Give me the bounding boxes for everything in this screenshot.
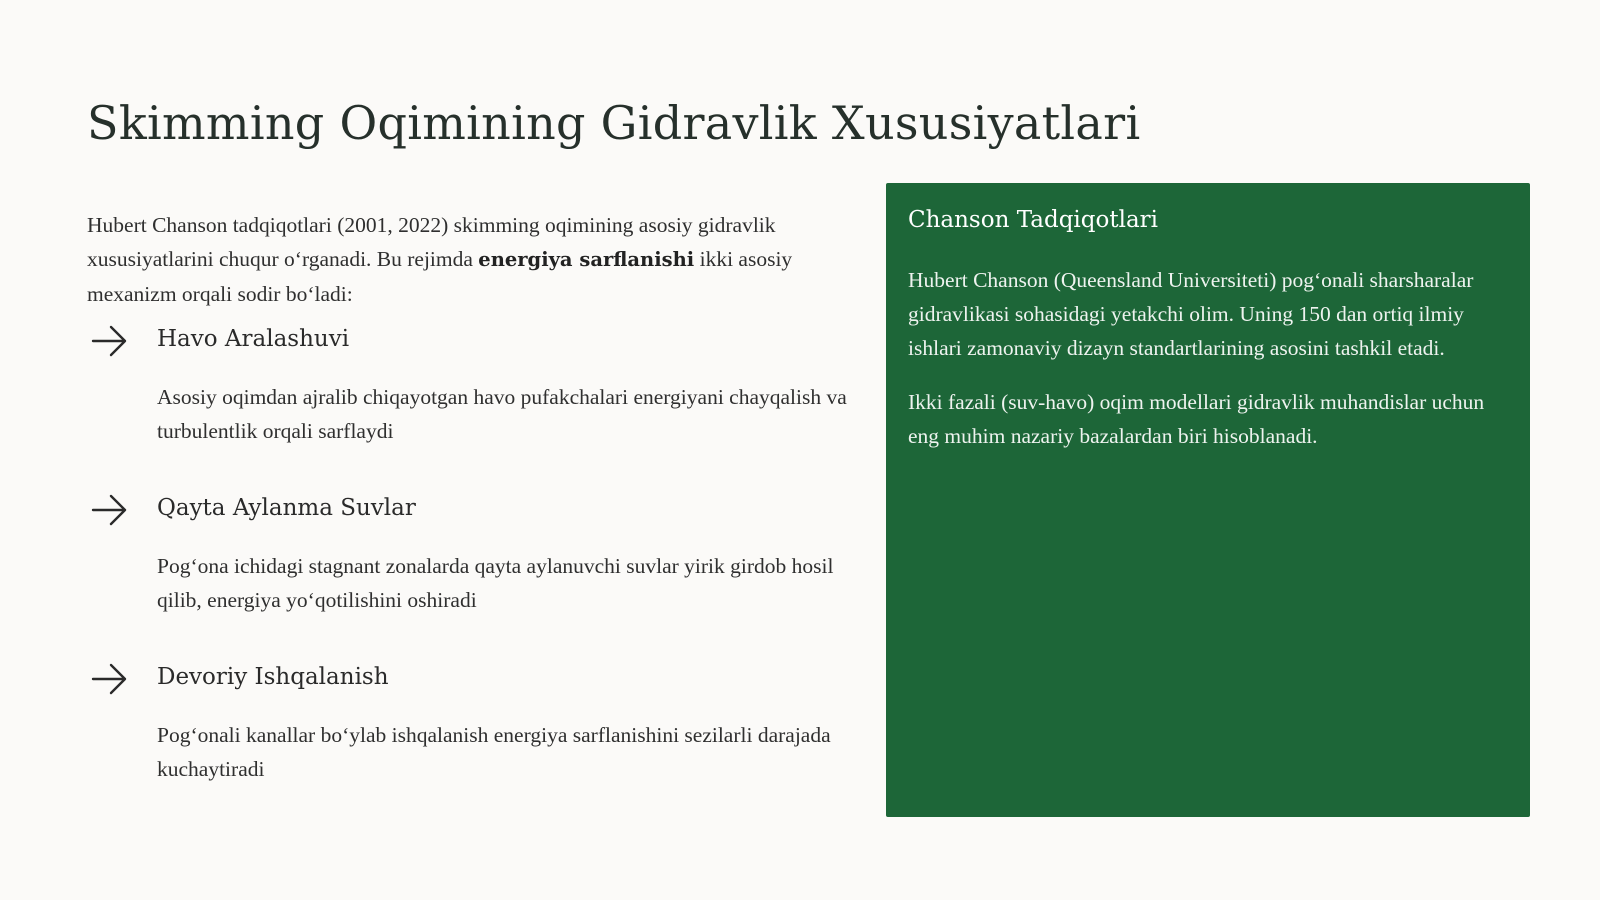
card-paragraph: Ikki fazali (suv-havo) oqim modellari gidravlik muhandislar uchun eng muhim nazariy bazalardan biri hisoblanadi. bbox=[908, 390, 1485, 448]
card-paragraph: Hubert Chanson (Queensland Universiteti) pog‘onali sharsharalar gidravlikasi sohasidagi yetakchi olim. Uning 150 dan ortiq ilmiy ishlari zamonaviy dizayn standartlarining asosini tashkil etadi. bbox=[908, 268, 1474, 360]
intro-text-start: Hubert Chanson tadqiqotlari (2001, 2022) skimming oqimining asosiy gidravlik xususiyatlarini chuqur o‘rganadi. Bu rejimda bbox=[87, 213, 776, 271]
intro-bold-phrase: energiya sarflanishi bbox=[478, 248, 695, 271]
info-card bbox=[886, 183, 1530, 817]
arrow-right-icon bbox=[91, 662, 129, 696]
intro-paragraph bbox=[87, 208, 847, 311]
card-title: Chanson Tadqiqotlari bbox=[908, 207, 1159, 233]
slide-title: Skimming Oqimining Gidravlik Xususiyatlari bbox=[87, 96, 1141, 150]
content-column bbox=[87, 208, 847, 781]
item-title: Qayta Aylanma Suvlar bbox=[157, 495, 416, 521]
arrow-right-icon bbox=[91, 493, 129, 527]
item-title: Havo Aralashuvi bbox=[157, 326, 350, 352]
arrow-right-icon bbox=[91, 324, 129, 358]
item-title: Devoriy Ishqalanish bbox=[157, 664, 389, 690]
item-description: Asosiy oqimdan ajralib chiqayotgan havo pufakchalari energiyani chayqalish va turbulentlik orqali sarflaydi bbox=[157, 385, 847, 443]
intro-text-end: ikki asosiy mexanizm orqali sodir bo‘ladi: bbox=[87, 247, 793, 306]
item-description: Pog‘onali kanallar bo‘ylab ishqalanish energiya sarflanishini sezilarli darajada kuchaytiradi bbox=[157, 723, 831, 781]
item-description: Pog‘ona ichidagi stagnant zonalarda qayta aylanuvchi suvlar yirik girdob hosil qilib, energiya yo‘qotilishini oshiradi bbox=[157, 554, 834, 612]
